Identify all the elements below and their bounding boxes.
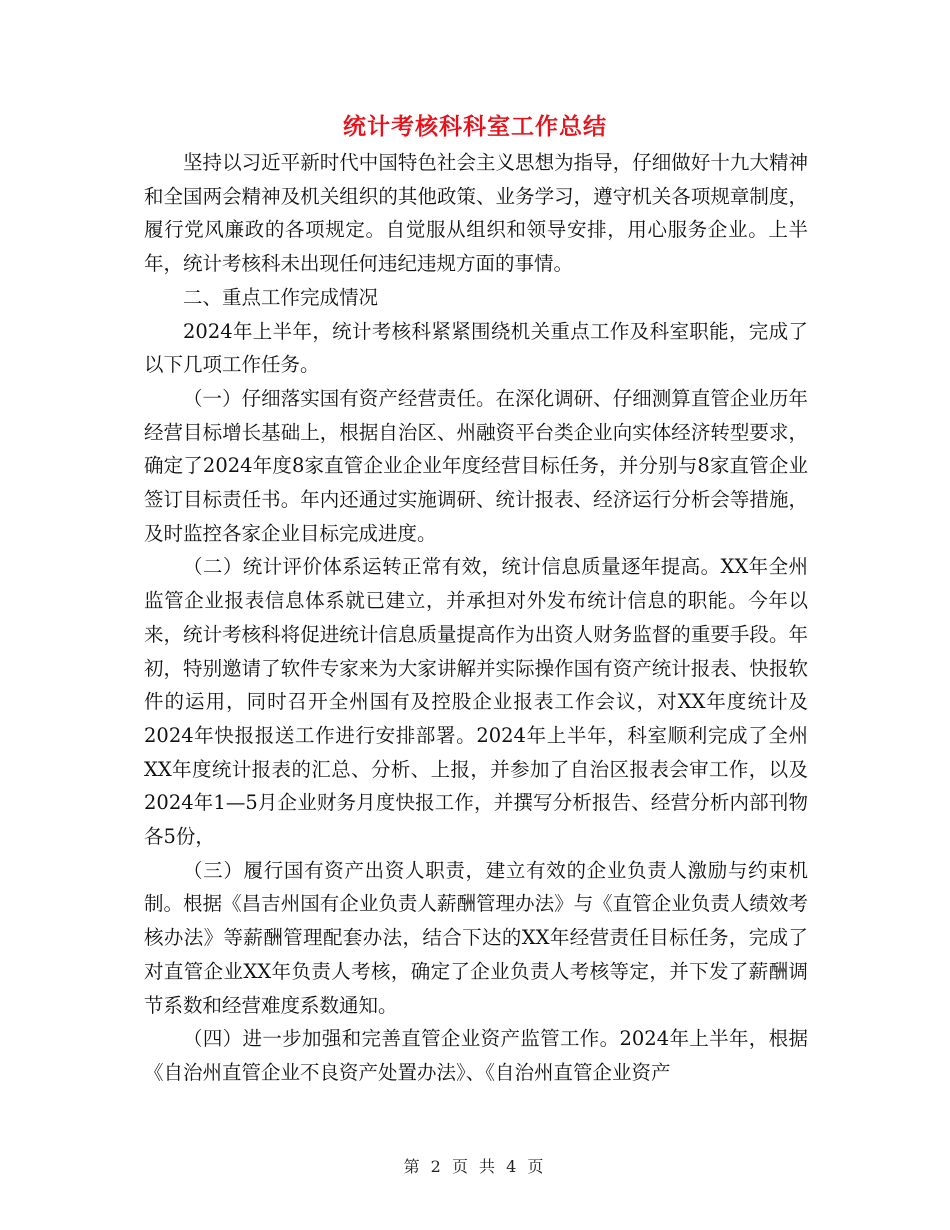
paragraph-summary: 2024年上半年，统计考核科紧紧围绕机关重点工作及科室职能，完成了以下几项工作任务。	[144, 319, 808, 377]
paragraph-item-4: （四）进一步加强和完善直管企业资产监管工作。2024年上半年，根据《自治州直管企业不良资产处置办法》、《自治州直管企业资产	[144, 1027, 808, 1084]
paragraph-item-1: （一）仔细落实国有资产经营责任。在深化调研、仔细测算直管企业历年经营目标增长基础上，根据自治区、州融资平台类企业向实体经济转型要求，确定了2024年度8家直管企业企业年度经营目标任务，并分别与8家直管企业签订目标责任书。年内还通过实施调研、统计报表、经济运行分析会等措施，及时监控各家企业目标完成进度。	[144, 386, 808, 545]
section-heading-key-work: 二、重点工作完成情况	[183, 285, 379, 309]
paragraph-intro: 坚持以习近平新时代中国特色社会主义思想为指导，仔细做好十九大精神和全国两会精神及机关组织的其他政策、业务学习，遵守机关各项规章制度，履行党风廉政的各项规定。自觉服从组织和领导安排，用心服务企业。上半年，统计考核科未出现任何违纪违规方面的事情。	[144, 151, 808, 276]
paragraph-item-3: （三）履行国有资产出资人职责，建立有效的企业负责人激励与约束机制。根据《昌吉州国有企业负责人薪酬管理办法》与《直管企业负责人绩效考核办法》等薪酬管理配套办法，结合下达的XX年经营责任目标任务，完成了对直管企业XX年负责人考核，确定了企业负责人考核等定，并下发了薪酬调节系数和经营难度系数通知。	[144, 858, 808, 1017]
paragraph-item-2: （二）统计评价体系运转正常有效，统计信息质量逐年提高。XX年全州监管企业报表信息体系就已建立，并承担对外发布统计信息的职能。今年以来，统计考核科将促进统计信息质量提高作为出资人财务监督的重要手段。年初，特别邀请了软件专家来为大家讲解并实际操作国有资产统计报表、快报软件的运用，同时召开全州国有及控股企业报表工作会议，对XX年度统计及2024年快报报送工作进行安排部署。2024年上半年，科室顺利完成了全州XX年度统计报表的汇总、分析、上报，并参加了自治区报表会审工作，以及2024年1—5月企业财务月度快报工作，并撰写分析报告、经营分析内部刊物各5份，	[144, 555, 808, 849]
document-body	[144, 146, 808, 1090]
page-number-footer: 第 2 页 共 4 页	[403, 1157, 547, 1176]
document-title: 统计考核科科室工作总结	[343, 113, 607, 140]
